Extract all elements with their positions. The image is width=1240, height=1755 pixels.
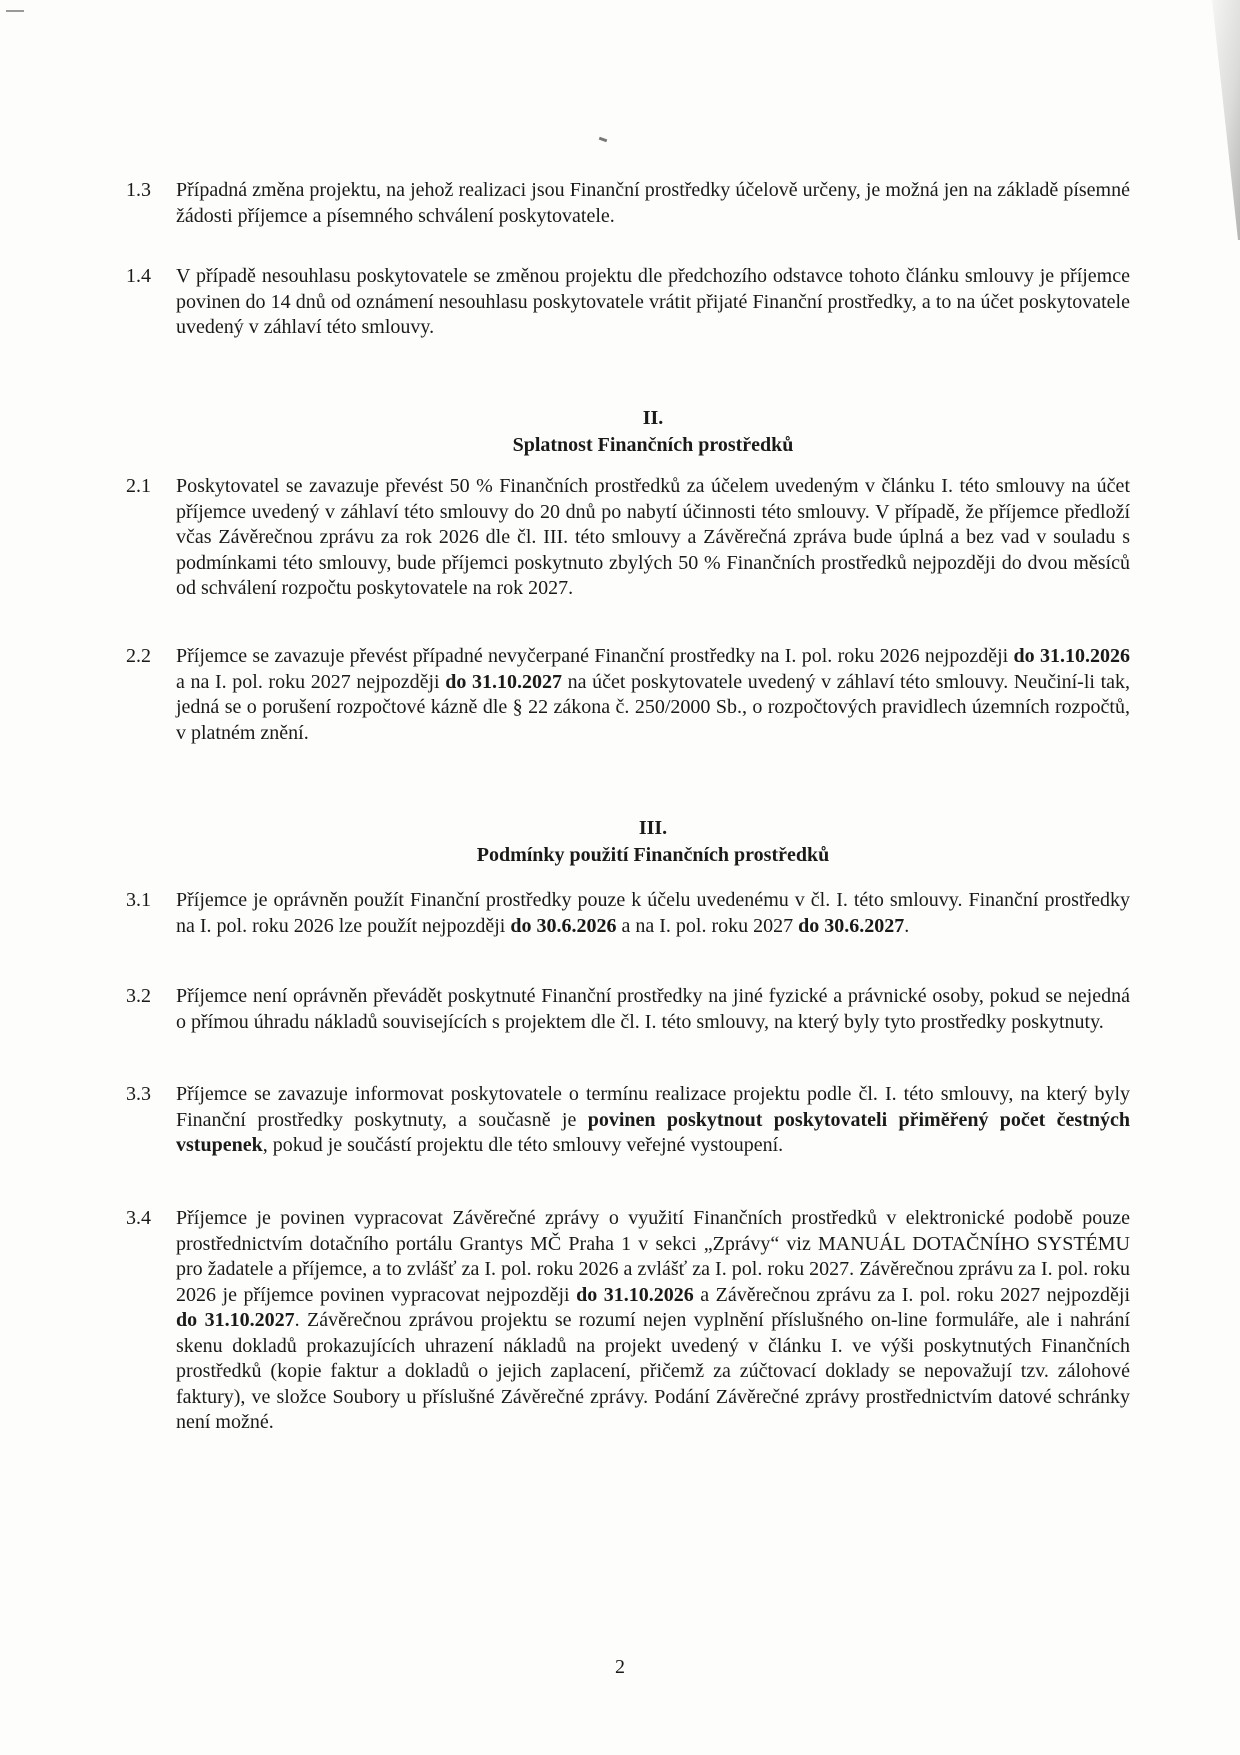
section-title: Splatnost Finančních prostředků [512,434,794,456]
bold-date: do 31.10.2027 [445,670,562,693]
section-number: III. [638,817,668,839]
paragraph-text [176,644,1130,746]
text-run: . Závěrečnou zprávou projektu se rozumí nejen vyplnění příslušného on-line formuláře, ale i nahrání skenu dokladů prokazujících uhrazení nákladů na projekt uvedený v článku I. ve výši poskytnutých Finančních prostředků (kopie faktur a dokladů o jejich zaplacení, přičemž za zúčtovací doklady se nepovažují tzv. zálohové faktury), ve složce Soubory u příslušné Závěrečné zprávy. Podání Závěrečné zprávy prostřednictvím datové schránky není možné. [176,1309,1130,1433]
paragraph-text: Případná změna projektu, na jehož realizaci jsou Finanční prostředky účelově určeny, je možná jen na základě písemné žádosti příjemce a písemného schválení poskytovatele. [176,179,1130,227]
bold-date: do 31.10.2027 [176,1309,295,1331]
scan-mark [6,10,24,12]
page-number: 2 [615,1656,625,1678]
text-run: Příjemce je povinen vypracovat Závěrečné zprávy o využití Finančních prostředků v elektronické podobě pouze prostřednictvím dotačního portálu Grantys MČ Praha 1 v sekci „Zprávy“ viz MANUÁL DOTAČNÍHO SYSTÉMU pro žadatele a příjemce, a to zvlášť za I. pol. roku 2026 a zvlášť za I. pol. roku 2027. Závěrečnou zprávu za I. pol. roku 2026 je příjemce povinen vypracovat nejpozději [176,1207,1130,1306]
paragraph-2-2 [126,644,1131,746]
text-run: Příjemce je oprávněn použít Finanční prostředky pouze k účelu uvedenému v čl. I. této smlouvy. Finanční prostředky na I. pol. roku 2026 lze použít nejpozději [176,889,1130,937]
paragraph-2-1 [126,474,1130,602]
paragraph-number: 3.3 [126,1083,151,1105]
text-run: a na I. pol. roku 2027 [616,914,799,937]
section-heading-ii [176,405,1130,459]
bold-date: do 30.6.2026 [510,914,617,937]
section-heading-iii [176,815,1130,869]
scan-mark [599,137,608,143]
paragraph-3-1 [126,888,1130,939]
text-run: Příjemce se zavazuje informovat poskytovatele o termínu realizace projektu podle čl. I. této smlouvy, na který byly Finanční prostředky poskytnuty, a současně je [176,1083,1130,1131]
paragraph-number: 3.1 [126,889,151,911]
section-title: Podmínky použití Finančních prostředků [476,844,830,866]
bold-date: do 31.10.2026 [1013,645,1130,667]
text-run: , pokud je součástí projektu dle této smlouvy veřejné vystoupení. [262,1134,784,1156]
paragraph-number: 1.3 [126,179,151,201]
paragraph-3-2 [126,984,1130,1035]
text-run: a Závěrečnou zprávu za I. pol. roku 2027 nejpozději [693,1283,1130,1306]
scan-edge-shadow [1200,0,1240,240]
paragraph-number: 3.2 [126,985,151,1007]
paragraph-number: 2.2 [126,645,151,667]
text-run: a na I. pol. roku 2027 nejpozději [176,670,446,693]
paragraph-1-3 [126,178,1130,229]
text-run: Příjemce se zavazuje převést případné nevyčerpané Finanční prostředky na I. pol. roku 2026 nejpozději [176,645,1014,667]
paragraph-3-4 [126,1206,1130,1436]
paragraph-text [176,888,1130,939]
bold-phrase: povinen poskytnout poskytovateli přiměřený počet čestných vstupenek [176,1108,1130,1156]
paragraph-text [176,1206,1130,1436]
paragraph-3-3 [126,1082,1130,1159]
text-run: na účet poskytovatele uvedený v záhlaví této smlouvy. Neučiní-li tak, jedná se o porušení rozpočtové kázně dle § 22 zákona č. 250/2000 Sb., o rozpočtových pravidlech územních rozpočtů, v platném znění. [176,670,1131,744]
paragraph-text [176,1082,1130,1159]
paragraph-number: 2.1 [126,475,151,497]
paragraph-text: V případě nesouhlasu poskytovatele se změnou projektu dle předchozího odstavce tohoto článku smlouvy je příjemce povinen do 14 dnů od oznámení nesouhlasu poskytovatele vrátit přijaté Finanční prostředky, a to na účet poskytovatele uvedený v záhlaví této smlouvy. [176,265,1130,338]
paragraph-text: Poskytovatel se zavazuje převést 50 % Finančních prostředků za účelem uvedeným v článku I. této smlouvy na účet příjemce uvedený v záhlaví této smlouvy do 20 dnů po nabytí účinnosti této smlouvy. V případě, že příjemce předloží včas Závěrečnou zprávu za rok 2026 dle čl. III. této smlouvy a Závěrečná zpráva bude úplná a bez vad v souladu s podmínkami této smlouvy, bude příjemci poskytnuto zbylých 50 % Finančních prostředků nejpozději do dvou měsíců od schválení rozpočtu poskytovatele na rok 2027. [176,475,1130,599]
paragraph-1-4 [126,264,1130,341]
paragraph-text: Příjemce není oprávněn převádět poskytnuté Finanční prostředky na jiné fyzické a právnické osoby, pokud se nejedná o přímou úhradu nákladů souvisejících s projektem dle čl. I. této smlouvy, na který byly tyto prostředky poskytnuty. [176,985,1130,1033]
bold-date: do 30.6.2027 [798,914,905,937]
bold-date: do 31.10.2026 [576,1283,694,1306]
paragraph-number: 1.4 [126,265,151,287]
text-run: . [904,914,910,937]
paragraph-number: 3.4 [126,1207,151,1229]
section-number: II. [642,407,664,429]
